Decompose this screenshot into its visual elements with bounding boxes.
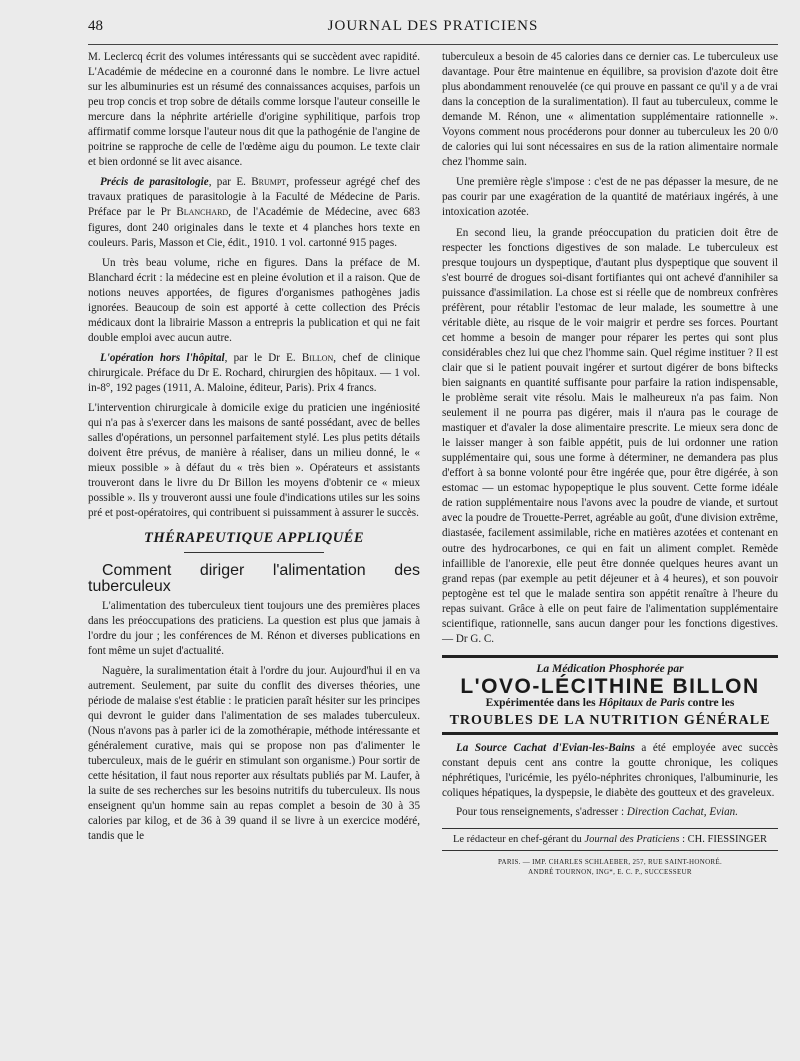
review-operation-body: L'intervention chirurgicale à domicile exige du praticien une ingéniosité qui n'a pas à s'exercer dans les maisons de santé possédant, avec de belles salles d'opérations, un personnel parfaitement stylé. Les plus petits détails doivent être prévus, de manière à réaliser, dans un milieu donné, le « mieux possible » à défaut du « très bien ». Opérateurs et assistants trouveront dans le livre du Dr Billon les moyens d'obtenir ce « mieux possible ». Ils y trouveront aussi une foule d'indications utiles sur les soins pré et post-opératoires, qui contribuent si puissamment à assurer le succès. <box>88 402 420 520</box>
article-paragraph: L'alimentation des tuberculeux tient toujours une des premières places dans les préoccupations des praticiens. La question est plus que jamais à l'ordre du jour ; les conférences de M. Rénon et diverses publications en font même un sujet d'actualité. <box>88 599 420 657</box>
book-title: L'opération hors l'hôpital <box>100 351 225 364</box>
advert-tagline: Expérimentée dans les Hôpitaux de Paris contre les <box>485 696 735 709</box>
header-rule <box>88 44 778 45</box>
section-title: THÉRAPEUTIQUE APPLIQUÉE <box>143 530 365 547</box>
ovo-lecithine-advert <box>442 655 778 735</box>
page-number: 48 <box>88 18 103 34</box>
advert-indication: TROUBLES DE LA NUTRITION GÉNÉRALE <box>449 712 771 728</box>
journal-title: JOURNAL DES PRATICIENS <box>327 18 539 34</box>
review-parasitologie-header: Précis de parasitologie, par E. Brumpt, professeur agrégé chef des travaux pratiques de parasitologie à la Faculté de Médecine de Paris. Préface par le Pr Blanchard, de l'Académie de Médecine, avec 683 figures, dont 240 originales dans le texte et 4 planches hors texte en couleurs. Paris, Masson et Cie, édit., 1910. 1 vol. cartonné 915 pages. <box>88 176 421 249</box>
article-paragraph: Une première règle s'impose : c'est de ne pas dépasser la mesure, de ne pas courir par une exagération de la quantité de matériaux ingérés, à une intoxication azotée. <box>442 176 778 219</box>
review-parasitologie-body: Un très beau volume, riche en figures. Dans la préface de M. Blanchard écrit : la médecine est en pleine évolution et il a raison. Que de notions neuves apportées, de figures d'organismes pathogènes jadis ignorées. Beaucoup de soin est apporté à cette collection des Précis médicaux dont la librairie Masson a entrepris la publication et qui ne fait double emploi avec aucun autre. <box>88 256 420 344</box>
page-header <box>88 18 778 40</box>
printer-imprint: PARIS. — IMP. CHARLES SCHLAEBER, 257, RUE SAINT-HONORÉ. ANDRÉ TOURNON, ING*, E. C. P., SUCCESSEUR <box>497 858 723 877</box>
advert-rule <box>442 655 778 658</box>
section-divider <box>184 552 324 553</box>
article-paragraph: Naguère, la suralimentation était à l'ordre du jour. Aujourd'hui il en va autrement. Seulement, par suite du conflit des diverses théories, une période de malaise s'est établie : le praticien paraît hésiter sur les principes qui devront le guider dans l'alimentation de ses malades tuberculeux. (Nous n'avons pas à parler ici de la zomothérapie, méthode intéressante et généralement curative, mais qui se propose non pas d'alimenter le tuberculeux, mais de le guérir en stimulant son organisme.) Pour sortir de cette hésitation, il faut nous reporter aux résultats publiés par M. Laufer, à la suite de ses recherches sur les besoins nutritifs du tuberculeux. Ils nous enseignent qu'un homme sain au repas complet a besoin de 30 à 35 calories par kilog, et de 36 à 39 quand il se livre à un exercice modéré, tandis que le <box>88 664 420 843</box>
left-column <box>88 50 420 849</box>
book-title: Précis de parasitologie <box>100 176 209 189</box>
cachat-advert <box>442 741 778 820</box>
advert-rule <box>442 732 778 735</box>
right-column <box>442 50 778 877</box>
article-paragraph: En second lieu, la grande préoccupation du praticien doit être de respecter les fonctions digestives de son malade. Le tuberculeux est presque toujours un dyspeptique, d'autant plus dyspeptique que souvent il s'est bourré de drogues soi-disant fortifiantes qui ont achevé d'annihiler sa puissance d'assimilation. La chose est si réelle que de nombreux confrères préfèrent, pour rétablir l'estomac de leur malade, les soumettre à une véritable diète, au risque de le voir maigrir et perdre ses forces. Pourtant cet homme a besoin de manger pour réparer les pertes qui sont plus considérables chez lui que chez l'homme sain. Quel régime instituer ? Il est clair que si le patient pouvait ingérer et surtout digérer de bons biftecks bien saignants en quantité suffisante pour parfaire la ration indispensable, le problème serait vite résolu. Mais le malheureux n'a pas faim. Non seulement il ne pourra pas digérer, mais il n'aura pas le courage de mastiquer et d'avaler la dose alimentaire prescrite. Le mieux sera donc de le laisser manger à son faible appétit, puis de lui ordonner une ration supplémentaire qui, sous une forme à déterminer, ne demandera pas plus d'effort à sa bonne volonté pour être ingérée que, pour être digérée, à son estomac — un estomac hypopeptique le plus souvent. Cette forme idéale de ration supplémentaire nous l'avons avec la poudre de viande, et surtout avec la poudre de Trouette-Perret, agréable au goût, d'une division extrême, diastasée, facilement assimilable, riche en matières azotées et contenant en outre des hydrocarbones, ce qui en fait un aliment complet. Remède infaillible de l'anorexie, elle peut être donnée quelques heures avant un grand repas (par exemple au petit déjeuner et à 4 heures), et son pouvoir peptogène est tel que le malade sentira son appétit renaître à l'heure du repas suivant. Grâce à elle on peut faire de l'alimentation supplémentaire scientifique, rationnelle, sans aucun danger pour les fonctions digestives. — Dr G. C. <box>442 226 778 645</box>
cachat-info: Pour tous renseignements, s'adresser : Direction Cachat, Evian. <box>456 806 738 819</box>
advert-brand: L'OVO-LÉCITHINE BILLON <box>460 674 760 698</box>
article-paragraph: tuberculeux a besoin de 45 calories dans ce dernier cas. Le tuberculeux use davantage. Pour être maintenue en équilibre, sa provision d'azote doit être plus abondamment renouvelée (ce qui prouve en passant ce qu'il y a de vrai dans la conception de la suralimentation). Il faut au tuberculeux, comme le demande M. Rénon, une « alimentation supplémentaire rationnelle ». Voyons comment nous procéderons pour donner au tuberculeux les 20 0/0 de calories qui lui sont nécessaires en sus de la ration alimentaire normale chez l'homme sain. <box>442 51 778 169</box>
advert-subtitle: La Médication Phosphorée par <box>536 662 684 675</box>
editor-line: Le rédacteur en chef-gérant du Journal des Praticiens : CH. FIESSINGER <box>442 828 778 851</box>
article-title: Comment diriger l'alimentation des tuberculeux <box>88 562 420 595</box>
review-operation-header: L'opération hors l'hôpital, par le Dr E. Billon, chef de clinique chirurgicale. Préface du Dr E. Rochard, chirurgien des hôpitaux. — 1 vol. in-8°, 192 pages (1911, A. Maloine, éditeur, Paris). Prix 4 francs. <box>88 351 420 394</box>
cachat-body: La Source Cachat d'Evian-les-Bains a été employée avec succès constant depuis cent ans contre la goutte chronique, les coliques néphrétiques, l'uricémie, les pyélo-néphrites chroniques, l'albuminurie, les coliques hépatiques, la dyspepsie, le diabète des goutteux et des graveleux. <box>442 742 778 800</box>
leclercq-review: M. Leclercq écrit des volumes intéressants qui se succèdent avec rapidité. L'Académie de médecine en a couronné dans le nombre. Le livre actuel sur les albuminuries est un résumé des connaissances acquises, parfois un peu trop concis et trop sobre de détails comme lorsque l'auteur conseille le mercure dans la néphrite artérielle d'origine syphilitique, parfois trop affirmatif comme lorsque l'auteur nous dit que la pathogénie de l'angine de poitrine se rapproche de celle de l'œdème aigu du poumon. Le texte clair et bien ordonné se lit avec aisance. <box>88 51 420 169</box>
